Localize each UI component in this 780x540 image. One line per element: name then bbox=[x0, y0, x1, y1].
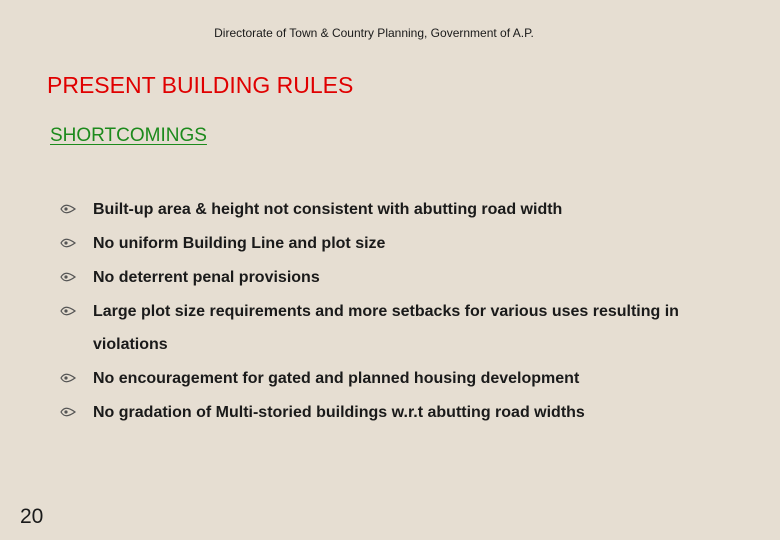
slide-subtitle: SHORTCOMINGS bbox=[50, 125, 207, 146]
slide-header: Directorate of Town & Country Planning, Government of A.P. bbox=[214, 26, 534, 40]
bullet-item bbox=[60, 193, 750, 226]
bullet-text: No deterrent penal provisions bbox=[93, 269, 320, 286]
bullet-list bbox=[60, 193, 750, 430]
ornamental-bullet-icon bbox=[60, 227, 80, 260]
slide-title: PRESENT BUILDING RULES bbox=[47, 72, 354, 98]
ornamental-bullet-icon bbox=[60, 295, 80, 328]
bullet-text: Large plot size requirements and more setbacks for various uses resulting in violations bbox=[93, 303, 679, 353]
ornamental-bullet-icon bbox=[60, 193, 80, 226]
ornamental-bullet-icon bbox=[60, 362, 80, 395]
bullet-item bbox=[60, 362, 750, 395]
bullet-item bbox=[60, 227, 750, 260]
bullet-item bbox=[60, 396, 750, 429]
bullet-text: No encouragement for gated and planned housing development bbox=[93, 370, 580, 387]
bullet-text: No uniform Building Line and plot size bbox=[93, 235, 386, 252]
bullet-text: Built-up area & height not consistent with abutting road width bbox=[93, 201, 563, 218]
bullet-item bbox=[60, 261, 750, 294]
page-number: 20 bbox=[20, 505, 44, 528]
ornamental-bullet-icon bbox=[60, 261, 80, 294]
bullet-item bbox=[60, 295, 750, 361]
ornamental-bullet-icon bbox=[60, 396, 80, 429]
bullet-text: No gradation of Multi-storied buildings w.r.t abutting road widths bbox=[93, 404, 585, 421]
